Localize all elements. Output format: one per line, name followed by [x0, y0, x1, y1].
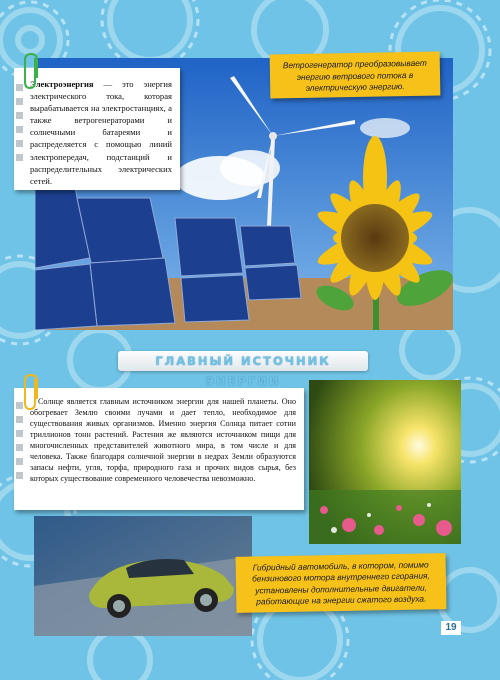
checkbox-marker-icon	[16, 84, 24, 168]
wind-generator-caption-text: Ветрогенератор преобразовывает энергию ветрового потока в электрическую энергию.	[282, 57, 427, 93]
electricity-definition-text: — это энергия электрического тока, которая вырабатывается на электростанциях, а также ветрогенераторами и солнечными батареями и распределяется с помощью линий электропередач, подстанций и распределительных электрических сетей.	[30, 79, 172, 186]
sun-energy-text: Солнце является главным источником энергии для нашей планеты. Оно обогревает Землю своими лучами и дает тепло, необходимое для существования живых организмов. Именно энергия Солнца питает сотни триллионов тонн растений. Растения же являются источником пищи для многочисленных представителей животного мира, в том числе и для человека. Также благодаря солнечной энергии в недрах Земли образуются запасы нефти, угля, торфа, природного газа и прочих видов сырья, без которых существование современного человечества невозможно.	[30, 397, 296, 483]
electricity-term: Электроэнергия	[30, 79, 94, 89]
wind-generator-caption	[270, 52, 441, 99]
hybrid-car-photo	[34, 516, 252, 636]
checkbox-marker-icon	[16, 402, 24, 486]
sunny-field-illustration	[309, 380, 461, 544]
section-heading-text: ГЛАВНЫЙ ИСТОЧНИК ЭНЕРГИИ	[155, 354, 331, 388]
paperclip-icon	[23, 52, 41, 92]
section-heading	[118, 351, 368, 388]
sunny-field-photo	[309, 380, 461, 544]
page-number: 19	[441, 621, 461, 635]
hybrid-car-caption-text: Гибридный автомобиль, в котором, помимо бензинового мотора внутреннего сгорания, установлены дополнительные двигатели, работающие на энергии сжатого воздуха.	[251, 559, 430, 607]
sun-energy-note	[14, 388, 304, 510]
paperclip-icon	[23, 373, 41, 413]
hybrid-car-illustration	[34, 516, 252, 636]
hybrid-car-caption	[236, 553, 447, 613]
